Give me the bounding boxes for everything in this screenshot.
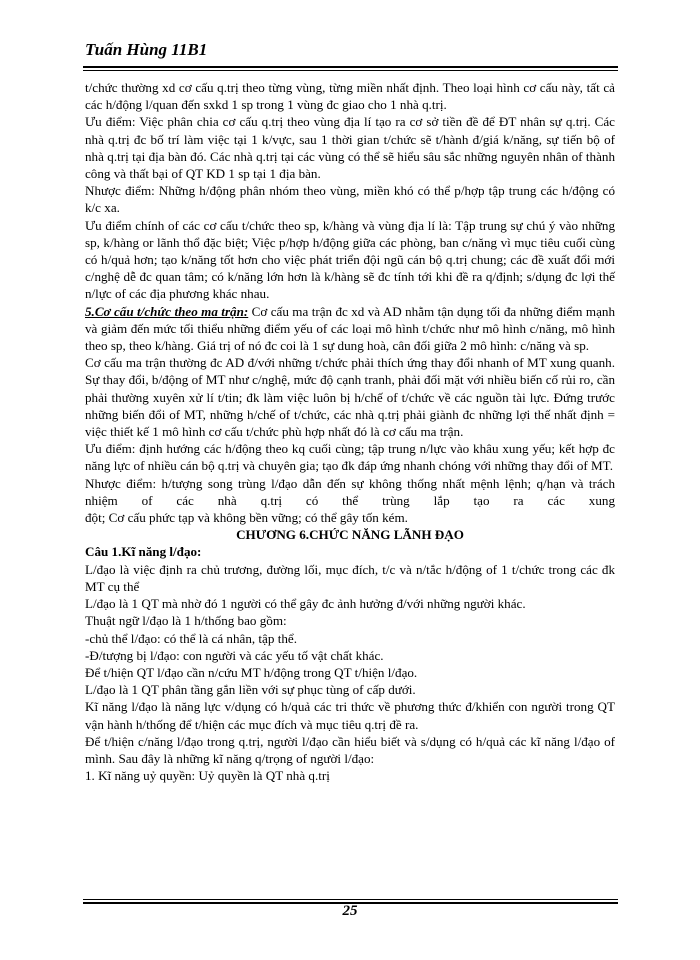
section-5-title: 5.Cơ cấu t/chức theo ma trận:: [85, 303, 249, 319]
section-5-intro: Cơ cấu ma trận đc xd và AD nhằm tận dụng tối đa những điểm mạnh và giảm đến mức tối thiểu những điểm yếu of các loại mô hình t/chức như mô hình c/năng, mô hình theo sp, theo k/hàng. Giá trị of nó đc coi là 1 sự dung hoà, cân đối giữa 2 mô hình: c/năng và sp.: [85, 303, 615, 354]
paragraph: 1. Kĩ năng uỷ quyền: Uỷ quyền là QT nhà q.trị: [85, 768, 330, 784]
paragraph: -chủ thể l/đạo: có thể là cá nhân, tập thể.: [85, 630, 297, 646]
paragraph: Cơ cấu ma trận thường đc AD đ/với những t/chức phải thích ứng thay đổi nhanh of MT xung quanh. Sự thay đổi, b/động of MT như c/nghệ, mức độ cạnh tranh, phải đối mặt với nhiều biến cố rủi ro, cần phải thường xuyên xử lí t/tin; đk làm việc luôn bị h/chế of t/chức về các nguồn tài lực. Đứng trước những biến đổi of MT, những h/chế of t/chức, các nhà q.trị phải giành đc những lợi thế nhất định = việc thiết kế 1 mô hình cơ cấu t/chức phù hợp nhất đó là cơ cấu ma trận.: [85, 355, 615, 440]
paragraph: L/đạo là 1 QT mà nhờ đó 1 người có thể gây đc ảnh hưởng đ/với những người khác.: [85, 596, 526, 612]
paragraph: Ưu điểm: định hướng các h/động theo kq cuối cùng; tập trung n/lực vào khâu xung yếu; kết hợp đc năng lực of nhiều cán bộ q.trị và chuyên gia; tạo đk đáp ứng nhanh chóng với những thay đổi of MT.: [85, 441, 615, 474]
footer-rule-thin: [83, 899, 618, 900]
paragraph: Ưu điểm: Việc phân chia cơ cấu q.trị theo vùng địa lí tạo ra cơ sở tiền đề để ĐT nhân sự q.trị. Các nhà q.trị đc bố trí làm việc tại 1 k/vực, sau 1 thời gian t/chức sẽ t/hành đ/giá k/năng, sự tiến bộ of nhà q.trị tại địa bàn đó. Các nhà q.trị tại các vùng có thể sẽ hiểu sâu sắc những nguyên nhân of thành công và thất bại of QT KD 1 sp tại 1 địa bàn.: [85, 114, 615, 182]
paragraph: Nhược điểm: Những h/động phân nhóm theo vùng, miền khó có thể p/hợp tập trung các h/động có k/c xa.: [85, 183, 615, 216]
header-title: Tuấn Hùng 11B1: [85, 40, 208, 59]
paragraph: Ưu điểm chính of các cơ cấu t/chức theo sp, k/hàng và vùng địa lí là: Tập trung sự chú ý vào những sp, k/hàng or lãnh thổ đặc biệt; Việc p/hợp h/động giữa các phòng, ban c/năng vì mục tiêu cuối cùng có h/quả hơn; tạo k/năng tốt hơn cho việc phát triển đội ngũ cán bộ q.trị chung; các đề xuất đổi mới c/nghệ dễ đc quan tâm; có k/năng lớn hơn là k/hàng sẽ đc tính tới khi đề ra q/định; s/dụng đc lợi thế n/lực of các địa phương khác nhau.: [85, 217, 615, 302]
paragraph: Thuật ngữ l/đạo là 1 h/thống bao gồm:: [85, 613, 287, 629]
chapter-title: CHƯƠNG 6.CHỨC NĂNG LÃNH ĐẠO: [236, 527, 464, 543]
paragraph: L/đạo là 1 QT phân tầng gắn liền với sự phục tùng of cấp dưới.: [85, 682, 416, 698]
paragraph: Kĩ năng l/đạo là năng lực v/dụng có h/quả các tri thức về phương thức đ/khiển con người trong QT vận hành h/thống để t/hiện các mục đích và mục tiêu q.trị đề ra.: [85, 699, 615, 732]
header-rule-thick: [83, 66, 618, 68]
paragraph: Để t/hiện QT l/đạo cần n/cứu MT h/động trong QT t/hiện l/đạo.: [85, 664, 418, 680]
question-title: Câu 1.Kĩ năng l/đạo:: [85, 544, 202, 560]
paragraph: t/chức thường xd cơ cấu q.trị theo từng vùng, từng miền nhất định. Theo loại hình cơ cấu này, tất cả các h/động l/quan đến sxkd 1 sp trong 1 vùng đc giao cho 1 nhà q.trị.: [85, 80, 615, 113]
section-5-paragraph: [85, 303, 615, 355]
page-content: [85, 79, 615, 784]
page-number: 25: [342, 903, 358, 919]
paragraph: đột; Cơ cấu phức tạp và không bền vững; có thể gây tốn kém.: [85, 510, 408, 526]
paragraph: Nhược điểm: h/tượng song trùng l/đạo dẫn đến sự không thống nhất mệnh lệnh; q/hạn và trách nhiệm of các nhà q.trị có thể trùng lắp tạo ra các xung: [85, 475, 615, 508]
paragraph: -Đ/tượng bị l/đạo: con người và các yếu tố vật chất khác.: [85, 647, 384, 663]
paragraph: L/đạo là việc định ra chủ trương, đường lối, mục đích, t/c và n/tắc h/động of 1 t/chức trong các đk MT cụ thể: [85, 561, 615, 594]
header-rule-thin: [83, 70, 618, 71]
paragraph: Để t/hiện c/năng l/đạo trong q.trị, người l/đạo cần hiểu biết và s/dụng có h/quả các kĩ năng l/đạo of mình. Sau đây là những kĩ năng q/trọng of người l/đạo:: [85, 733, 615, 766]
